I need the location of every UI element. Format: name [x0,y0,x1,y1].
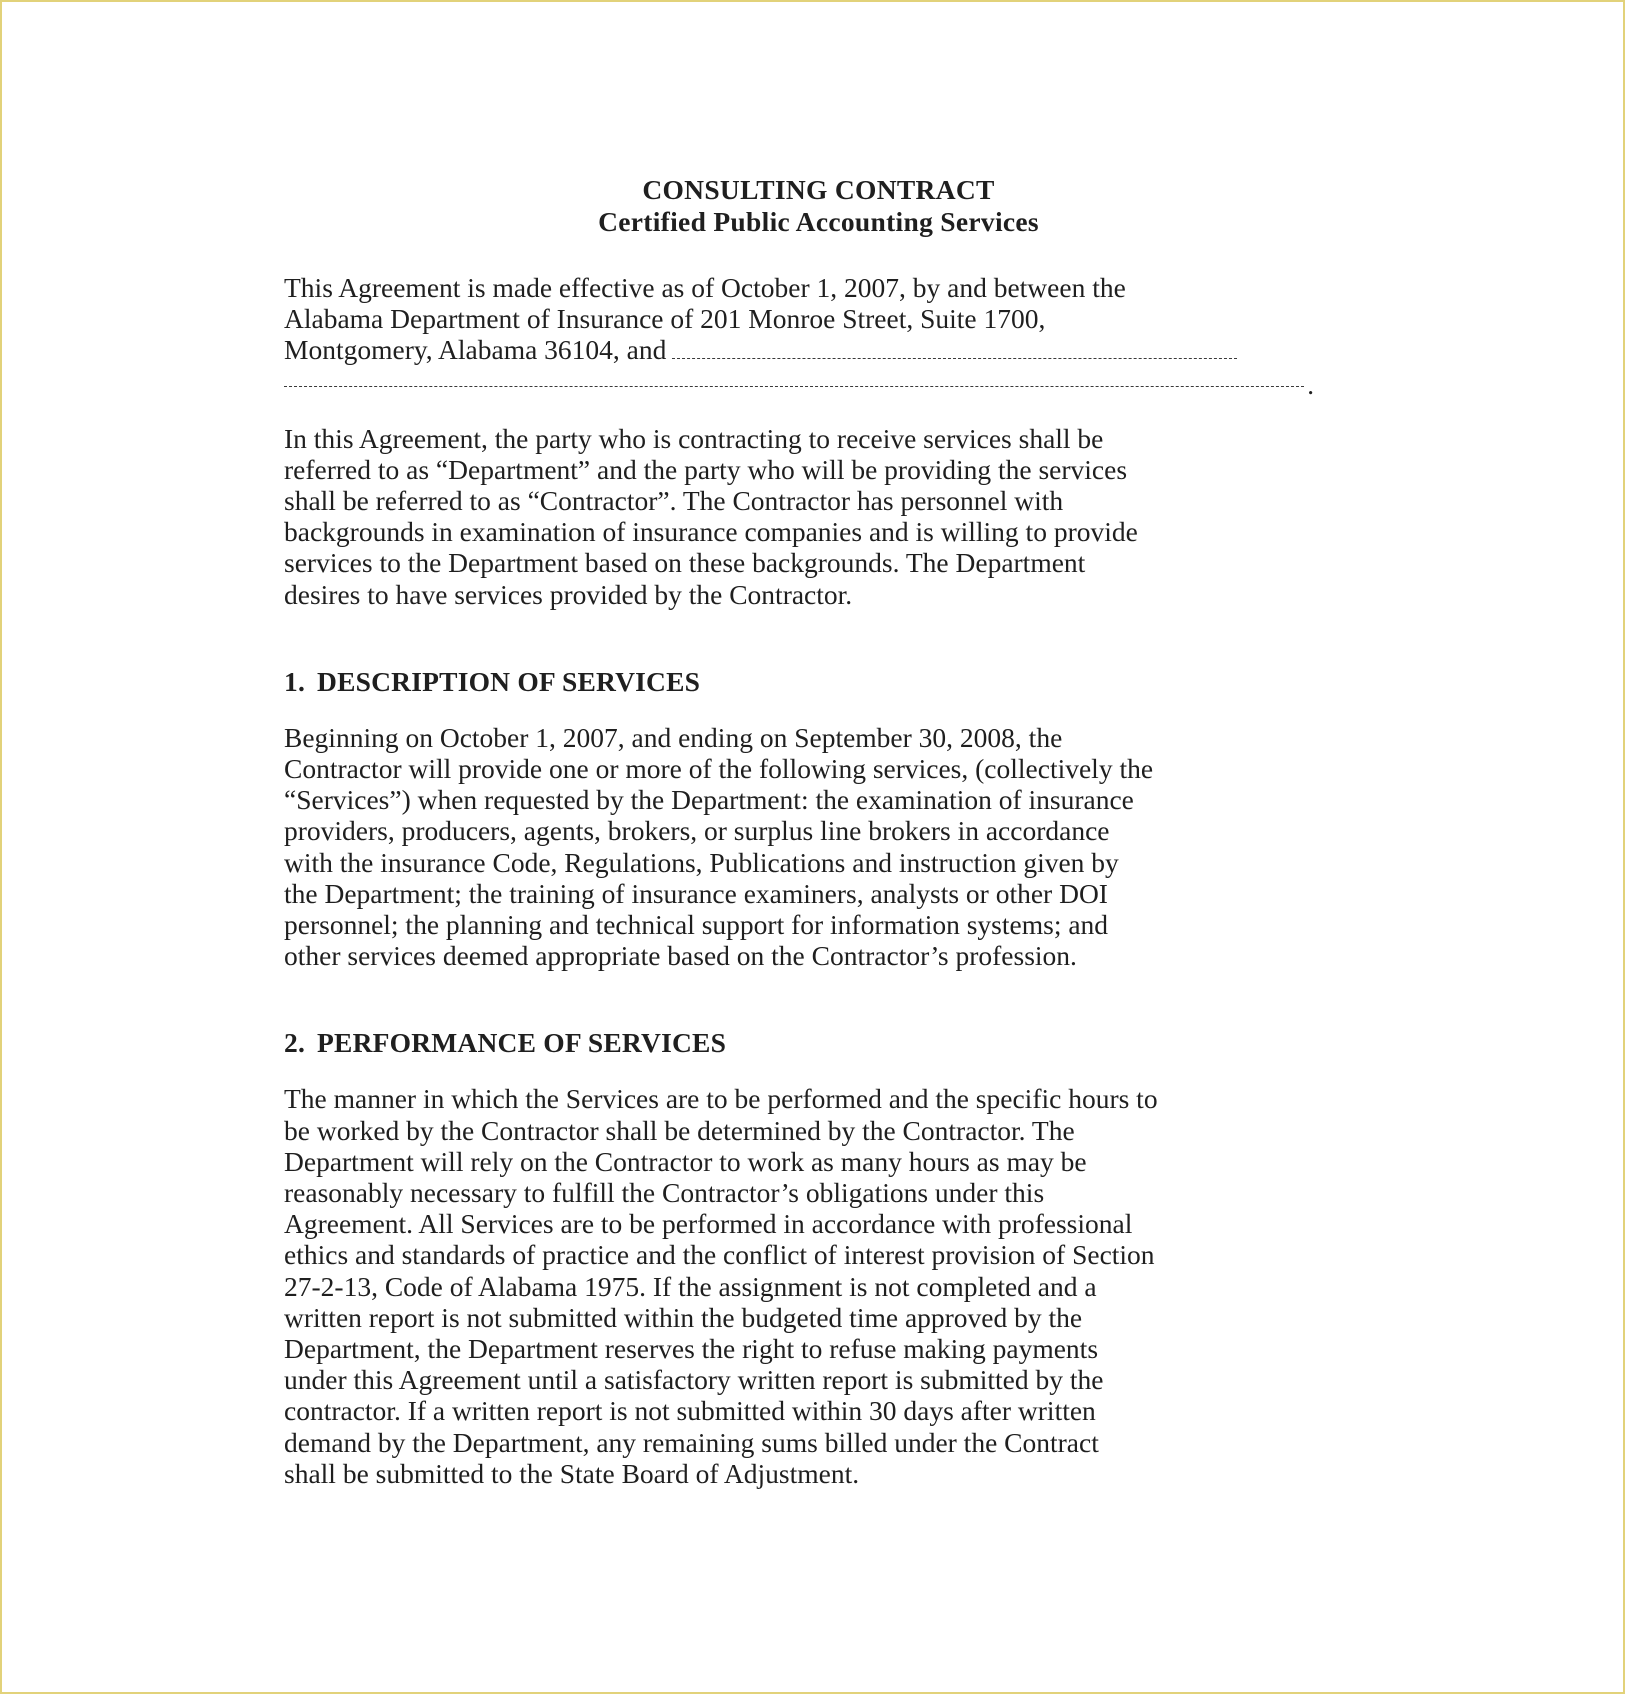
intro-line: This Agreement is made effective as of October 1, 2007, by and between the [284,272,1126,303]
section-number: 1. [284,665,306,697]
section-title: DESCRIPTION OF SERVICES [317,665,701,697]
intro-line-with-blank [284,334,1349,365]
definitions-line: desires to have services provided by the Contractor. [284,578,853,610]
section-line: Contractor will provide one or more of the following services, (collectively the [284,753,1154,785]
section-line: Department will rely on the Contractor to work as many hours as may be [284,1145,1087,1177]
section-line: reasonably necessary to fulfill the Contractor’s obligations under this [284,1177,1045,1209]
contractor-address-blank [284,366,1314,400]
section-line: written report is not submitted within the budgeted time approved by the [284,1301,1083,1333]
section-body [284,1083,1349,1489]
definitions-paragraph [284,423,1349,610]
contractor-name-blank [672,336,1237,359]
section-line: 27-2-13, Code of Alabama 1975. If the assignment is not completed and a [284,1270,1097,1302]
section-line: the Department; the training of insurance examiners, analysts or other DOI [284,877,1108,909]
definitions-line: shall be referred to as “Contractor”. The Contractor has personnel with [284,485,1064,517]
section-line: shall be submitted to the State Board of Adjustment. [284,1457,860,1489]
document-subtitle: Certified Public Accounting Services [598,206,1039,237]
section-line: be worked by the Contractor shall be determined by the Contractor. The [284,1114,1075,1146]
section-line: other services deemed appropriate based on the Contractor’s profession. [284,940,1077,972]
section-body [284,722,1349,972]
section-title: PERFORMANCE OF SERVICES [317,1027,727,1059]
definitions-line: backgrounds in examination of insurance companies and is willing to provide [284,516,1138,548]
section-line: The manner in which the Services are to be performed and the specific hours to [284,1083,1158,1115]
section-line: ethics and standards of practice and the conflict of interest provision of Section [284,1239,1155,1271]
intro-paragraph [284,272,1349,400]
section-number: 2. [284,1027,306,1059]
section-line: personnel; the planning and technical support for information systems; and [284,909,1109,941]
section-heading [284,666,1349,698]
definitions-line: In this Agreement, the party who is contracting to receive services shall be [284,422,1104,454]
section-line: Beginning on October 1, 2007, and ending on September 30, 2008, the [284,721,1063,753]
section-line: “Services”) when requested by the Department: the examination of insurance [284,784,1134,816]
section-line: Department, the Department reserves the right to refuse making payments [284,1333,1099,1365]
section-line: Agreement. All Services are to be performed in accordance with professional [284,1208,1133,1240]
section-heading [284,1027,1349,1059]
section-line: under this Agreement until a satisfactory written report is submitted by the [284,1364,1104,1396]
title-block [284,174,1349,238]
definitions-line: referred to as “Department” and the party who will be providing the services [284,453,1128,485]
definitions-line: services to the Department based on these backgrounds. The Department [284,547,1086,579]
contract-document [284,174,1349,1489]
intro-line: Montgomery, Alabama 36104, and [284,334,667,366]
section-line: with the insurance Code, Regulations, Publications and instruction given by [284,846,1119,878]
document-title: CONSULTING CONTRACT [642,174,995,205]
section-line: demand by the Department, any remaining sums billed under the Contract [284,1426,1099,1458]
section-line: contractor. If a written report is not submitted within 30 days after written [284,1395,1096,1427]
section-line: providers, producers, agents, brokers, or surplus line brokers in accordance [284,815,1110,847]
intro-line: Alabama Department of Insurance of 201 Monroe Street, Suite 1700, [284,303,1046,335]
blank-end-period: . [1307,369,1314,400]
